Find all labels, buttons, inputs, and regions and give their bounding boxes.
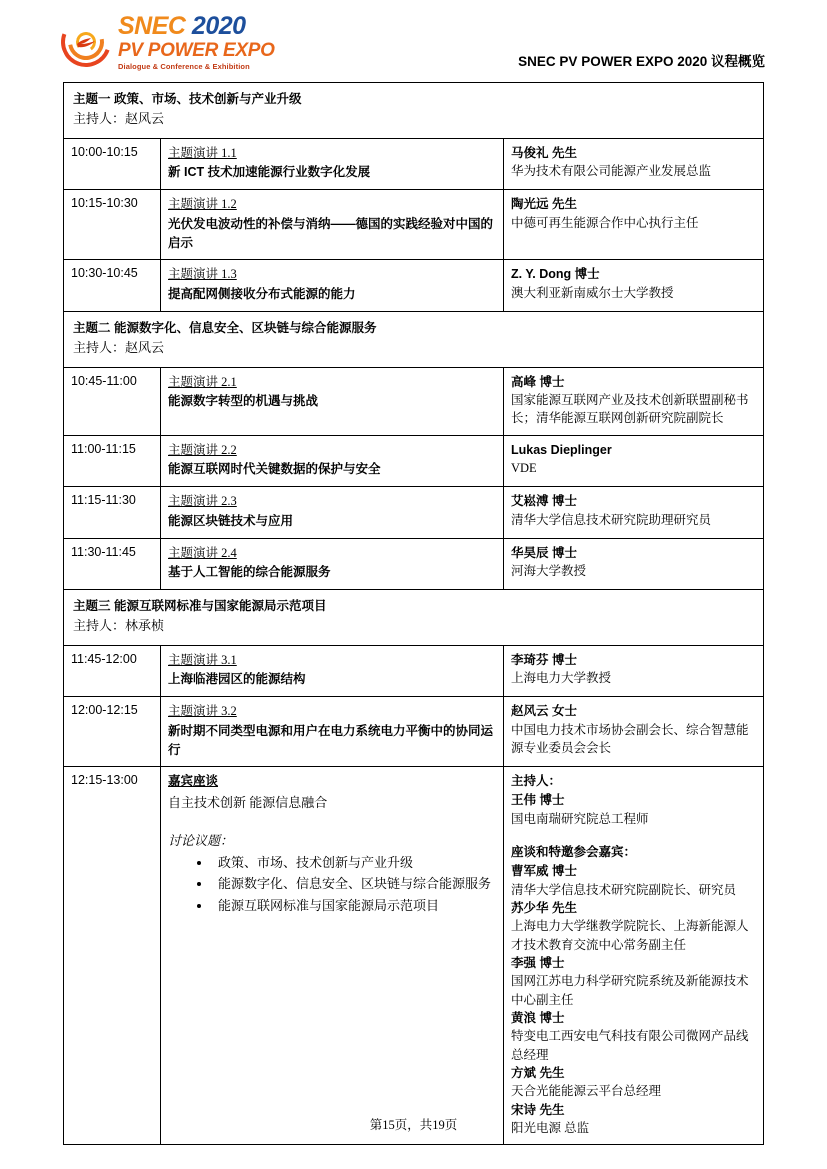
table-row [64,645,764,697]
section-title: 主题二 能源数字化、信息安全、区块链与综合能源服务 [73,320,377,335]
list-item: • 政策、市场、技术创新与产业升级 [212,852,496,873]
talk-title: 提高配网侧接收分布式能源的能力 [168,287,356,302]
speaker-cell [504,487,764,539]
speaker-org: 华为技术有限公司能源产业发展总监 [511,164,712,179]
time-cell [64,538,161,590]
time-value: 10:00-10:15 [71,144,138,159]
spacer [511,828,756,843]
list-item: • 能源数字化、信息安全、区块链与综合能源服务 [212,873,496,894]
guest-org: 上海电力大学继教学院院长、上海新能源人才技术教育交流中心常务副主任 [511,919,749,952]
guest-org: 阳光电源 总监 [511,1121,590,1136]
speaker-org: 上海电力大学教授 [511,671,612,686]
speaker-org: 国家能源互联网产业及技术创新联盟副秘书长；清华能源互联网创新研究院副院长 [511,393,749,426]
snec-logo [60,14,275,71]
section-host: 主持人：赵风云 [73,111,165,127]
talk-title: 上海临港园区的能源结构 [168,672,306,687]
table-row [64,138,764,190]
speaker-cell [504,645,764,697]
logo-line-2: PV POWER EXPO [118,40,275,61]
time-cell [64,645,161,697]
talk-number: 主题演讲 2.1 [168,374,237,389]
section-host: 主持人：林承桢 [73,618,165,634]
table-row [64,538,764,590]
panel-row [64,767,764,1145]
speaker-cell [504,138,764,190]
time-value: 10:30-10:45 [71,266,138,281]
page-header [0,0,827,78]
speaker-name: 高峰 博士 [511,374,565,389]
speaker-name: 李琦芬 博士 [511,652,577,667]
snec-swirl-icon [60,16,112,68]
talk-number: 主题演讲 2.4 [168,545,237,560]
moderator-name: 王伟 博士 [511,793,565,808]
time-value: 12:15-13:00 [71,773,138,788]
talk-title: 基于人工智能的综合能源服务 [168,565,331,580]
talk-title: 新 ICT 技术加速能源行业数字化发展 [168,165,371,180]
topic-cell [161,138,504,190]
section-header-row [64,311,764,367]
time-value: 10:45-11:00 [71,373,137,388]
section-header-cell [64,83,764,139]
table-row [64,435,764,487]
speaker-org: 河海大学教授 [511,564,587,579]
section-header-cell [64,311,764,367]
time-value: 11:00-11:15 [71,441,136,456]
speaker-cell [504,367,764,435]
time-cell [64,260,161,312]
section-title: 主题三 能源互联网标准与国家能源局示范项目 [73,599,327,613]
guest-name: 李强 博士 [511,955,565,970]
guest-org: 国网江苏电力科学研究院系统及新能源技术中心副主任 [511,974,749,1007]
time-cell [64,190,161,260]
time-cell [64,487,161,539]
topic-cell [161,697,504,767]
speaker-org: 中国电力技术市场协会副会长、综合智慧能源专业委员会会长 [511,722,749,755]
speaker-cell [504,190,764,260]
speaker-name: 艾崧溥 博士 [511,494,577,508]
panel-topics-label: 讨论议题： [168,832,234,848]
speaker-name: 华昊辰 博士 [511,545,577,560]
topic-cell [161,538,504,590]
table-row [64,487,764,539]
topic-cell [161,260,504,312]
section-host: 主持人：赵风云 [73,340,165,355]
guest-name: 苏少华 先生 [511,900,577,915]
panel-subtitle: 自主技术创新 能源信息融合 [168,795,328,811]
speaker-name: 马俊礼 先生 [511,145,577,160]
talk-number: 主题演讲 1.1 [168,145,237,160]
table-row [64,367,764,435]
page-number: 第15页，共19页 [369,1118,458,1132]
speaker-org: 清华大学信息技术研究院助理研究员 [511,512,712,527]
time-value: 11:15-11:30 [71,493,136,507]
table-row [64,697,764,767]
speaker-name: 赵风云 女士 [511,704,577,719]
topic-cell [161,487,504,539]
talk-title: 能源区块链技术与应用 [168,513,294,528]
logo-line-1 [118,14,275,39]
time-cell [64,435,161,487]
table-row [64,190,764,260]
talk-number: 主题演讲 2.2 [168,442,237,457]
logo-tagline: Dialogue & Conference & Exhibition [118,62,250,71]
talk-number: 主题演讲 2.3 [168,494,237,508]
time-cell [64,138,161,190]
page-footer [0,1115,827,1133]
talk-title: 能源互联网时代关键数据的保护与安全 [168,462,381,477]
section-header-row [64,83,764,139]
topic-cell [161,367,504,435]
talk-title: 能源数字转型的机遇与挑战 [168,394,319,409]
topic-cell [161,190,504,260]
guest-name: 方斌 先生 [511,1065,565,1080]
talk-number: 主题演讲 3.2 [168,704,237,719]
document-header-title: SNEC PV POWER EXPO 2020 议程概览 [518,54,765,69]
panel-topic-cell [161,767,504,1145]
speaker-cell [504,538,764,590]
panel-topics-list [168,852,496,915]
talk-title: 光伏发电波动性的补偿与消纳——德国的实践经验对中国的启示 [168,216,494,250]
time-value: 10:15-10:30 [71,196,138,211]
time-value: 11:30-11:45 [71,544,136,559]
talk-title: 新时期不同类型电源和用户在电力系统电力平衡中的协同运行 [168,723,494,757]
guests-label: 座谈和特邀参会嘉宾： [511,845,637,859]
speaker-cell [504,697,764,767]
bird-icon [77,38,95,48]
talk-number: 主题演讲 1.2 [168,197,237,212]
speaker-org: 中德可再生能源合作中心执行主任 [511,215,699,230]
guest-org: 清华大学信息技术研究院副院长、研究员 [511,882,737,897]
guest-name: 黄浪 博士 [511,1010,565,1025]
speaker-cell [504,260,764,312]
panel-heading: 嘉宾座谈 [168,774,219,789]
logo-brand-text: SNEC [118,12,186,40]
speaker-name: Z. Y. Dong 博士 [511,267,600,282]
time-cell [64,697,161,767]
guest-name: 宋诗 先生 [511,1102,565,1117]
topic-cell [161,645,504,697]
speaker-name: 陶光远 先生 [511,197,577,212]
topic-cell [161,435,504,487]
guest-name: 曹军威 博士 [511,863,577,878]
section-header-row [64,590,764,646]
section-title: 主题一 政策、市场、技术创新与产业升级 [73,92,302,106]
speaker-name: Lukas Dieplinger [511,442,612,457]
talk-number: 主题演讲 1.3 [168,267,237,282]
speaker-org: VDE [511,461,537,476]
guest-org: 特变电工西安电气科技有限公司微网产品线总经理 [511,1029,749,1062]
time-cell [64,767,161,1145]
time-value: 12:00-12:15 [71,703,138,718]
panel-speaker-cell [504,767,764,1145]
time-cell [64,367,161,435]
speaker-cell [504,435,764,487]
section-header-cell [64,590,764,646]
list-item: • 能源互联网标准与国家能源局示范项目 [212,895,496,916]
logo-year-text: 2020 [191,12,246,40]
time-value: 11:45-12:00 [71,651,137,666]
agenda-table [63,82,764,1145]
talk-number: 主题演讲 3.1 [168,652,237,667]
table-row [64,260,764,312]
moderator-label: 主持人： [511,774,562,789]
guest-org: 天合光能能源云平台总经理 [511,1084,662,1099]
moderator-org: 国电南瑞研究院总工程师 [511,811,649,826]
speaker-org: 澳大利亚新南威尔士大学教授 [511,286,674,301]
